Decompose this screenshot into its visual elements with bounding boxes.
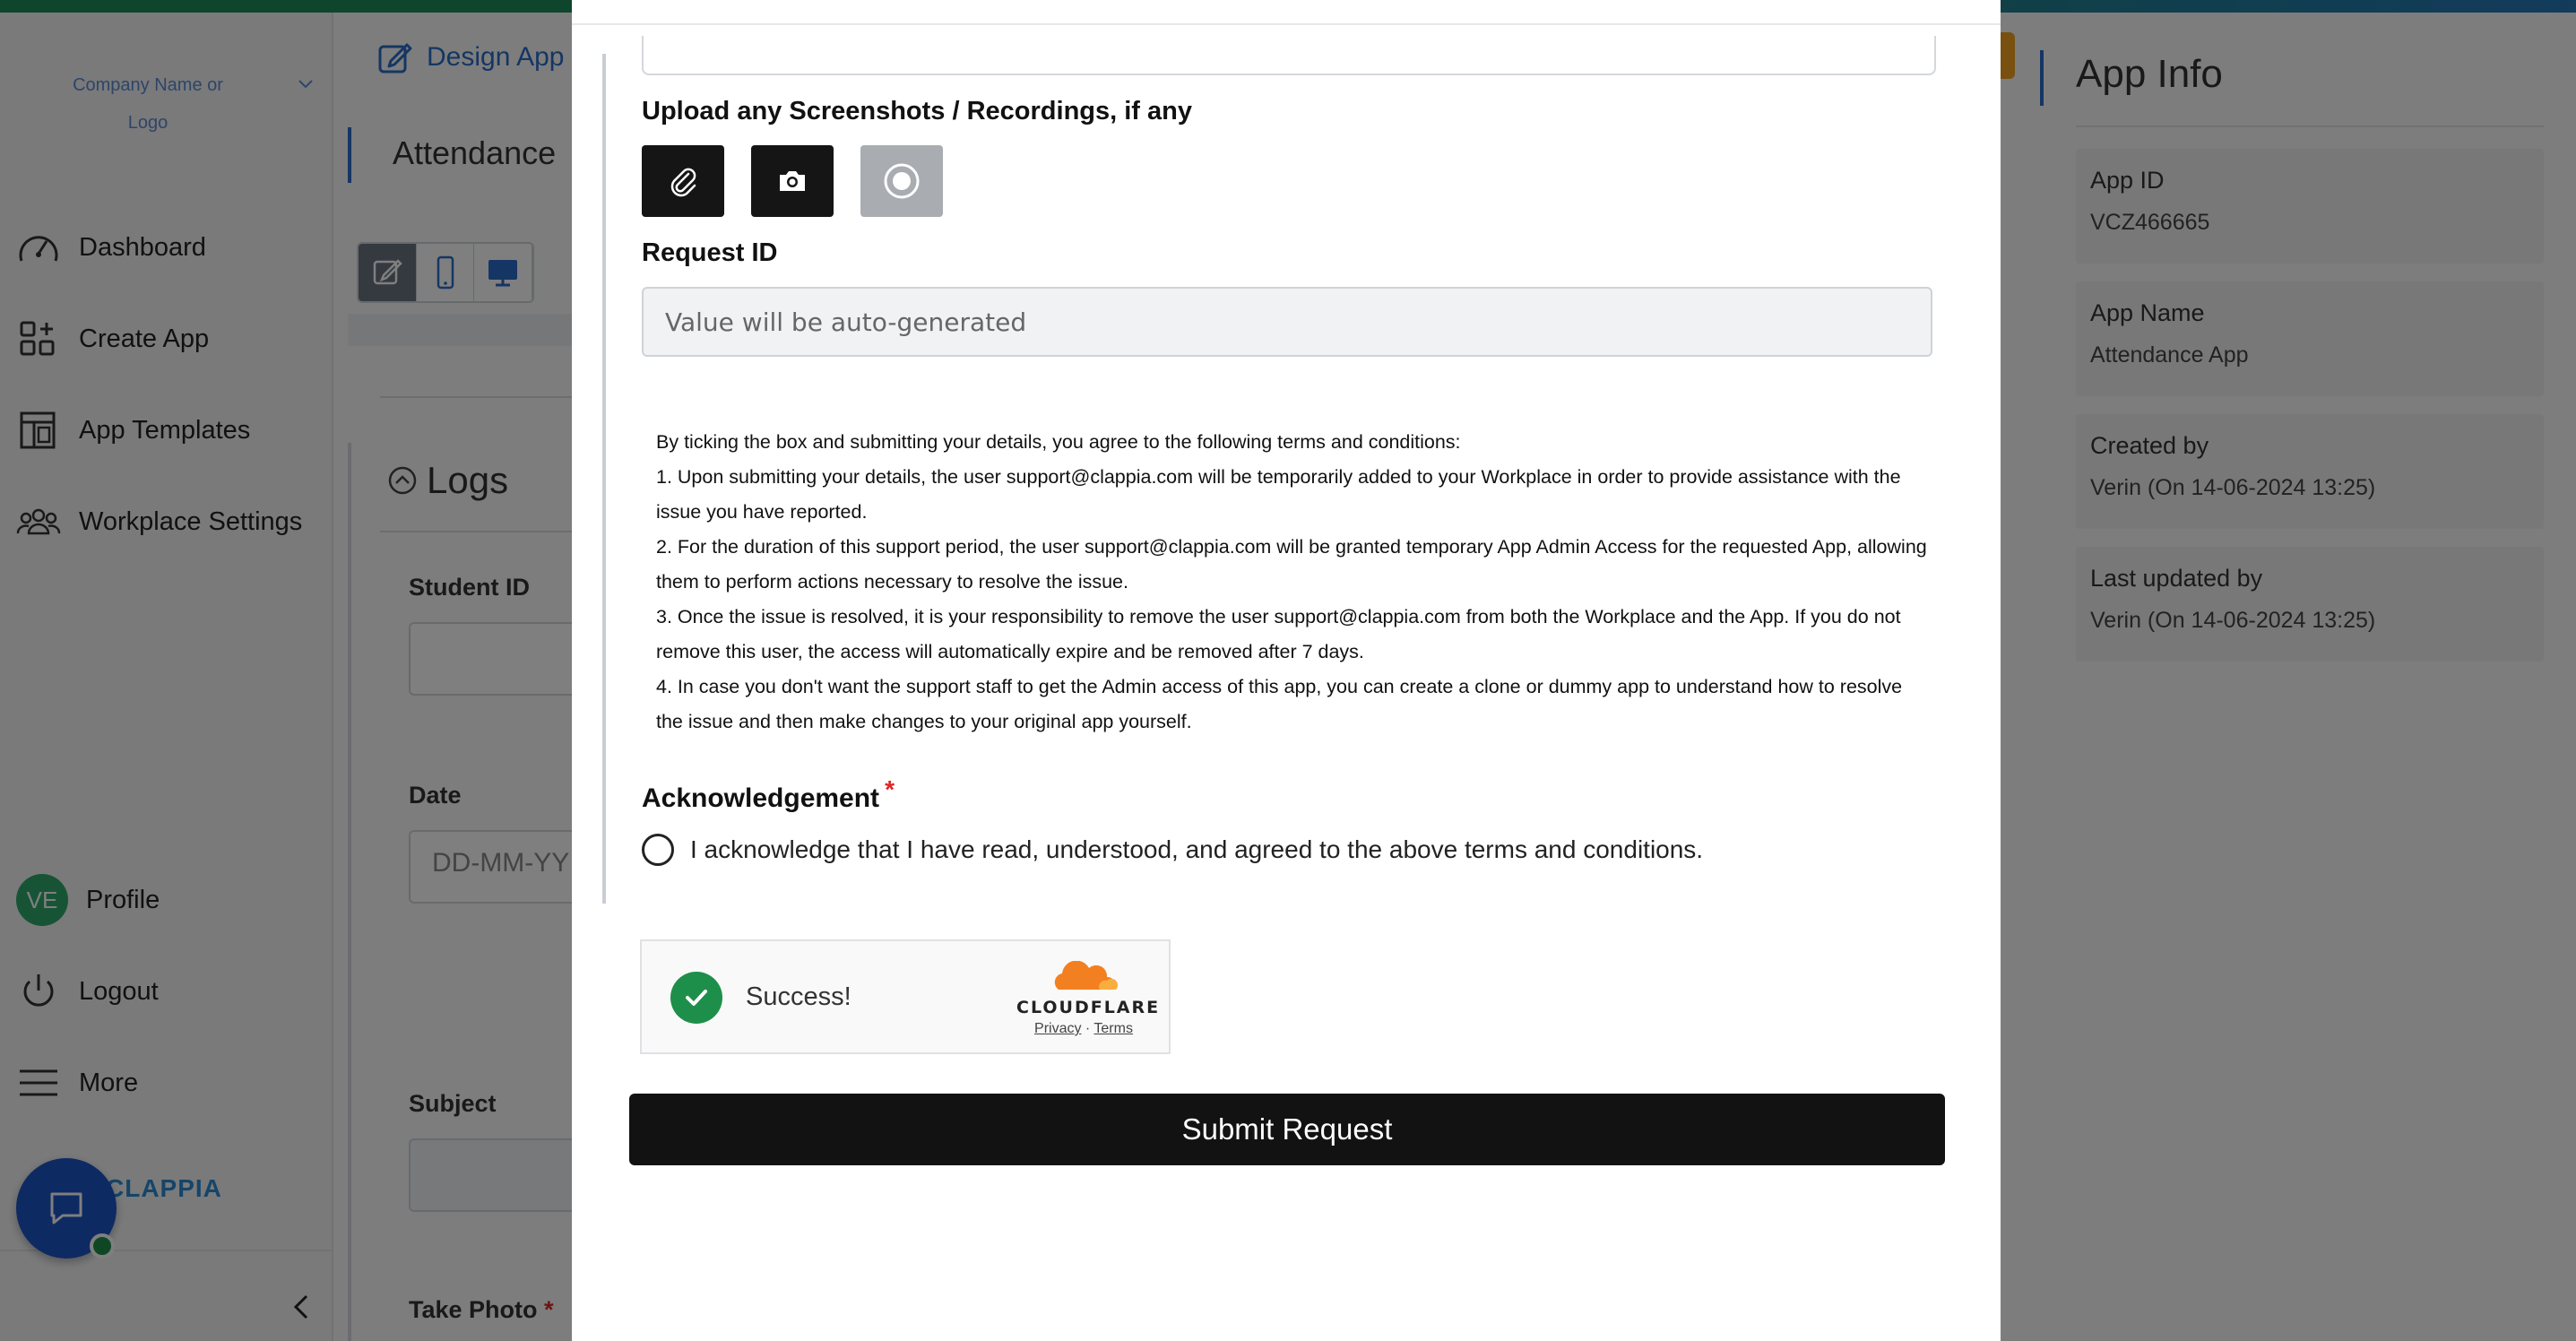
take-screenshot-button[interactable] — [751, 145, 834, 217]
start-recording-button[interactable] — [860, 145, 943, 217]
required-mark: * — [885, 775, 895, 803]
acknowledgement-text: I acknowledge that I have read, understood, and agreed to the above terms and conditions. — [690, 835, 1704, 863]
terms-item: 1. Upon submitting your details, the user support@clappia.com will be temporarily added to your Workplace in order to provide assistance with the issue you have reported. — [656, 466, 1901, 523]
captcha-status: Success! — [746, 982, 851, 1011]
acknowledgement-radio[interactable] — [642, 834, 674, 866]
cloud-icon — [1048, 961, 1119, 991]
record-icon — [880, 160, 923, 203]
terms-link[interactable]: Terms — [1094, 1021, 1133, 1036]
upload-label: Upload any Screenshots / Recordings, if any — [642, 97, 1192, 125]
request-id-label: Request ID — [642, 238, 778, 267]
attach-file-button[interactable] — [642, 145, 724, 217]
captcha-links — [1016, 1021, 1151, 1037]
terms-intro: By ticking the box and submitting your details, you agree to the following terms and conditions: — [656, 431, 1461, 453]
terms-item: 4. In case you don't want the support staff to get the Admin access of this app, you can create a clone or dummy app to understand how to resolve the issue and then make changes to your original app yourself. — [656, 676, 1903, 732]
terms-item: 2. For the duration of this support period, the user support@clappia.com will be granted temporary App Admin Access for the requested App, allowing them to perform actions necessary to resolve the issue. — [656, 536, 1927, 593]
link-separator: · — [1085, 1021, 1091, 1036]
form-section-rule — [602, 54, 606, 904]
support-request-modal — [572, 0, 2001, 1341]
acknowledgement-title: Acknowledgement — [642, 783, 880, 813]
privacy-link[interactable]: Privacy — [1034, 1021, 1082, 1036]
cloudflare-logo — [1016, 961, 1161, 1037]
request-id-placeholder: Value will be auto-generated — [665, 307, 1027, 337]
terms-item: 3. Once the issue is resolved, it is your responsibility to remove the user support@clappia.com from both the Workplace and the App. If you do not remove this user, the access will automatically expire and be removed after 7 days. — [656, 606, 1901, 662]
modal-top-divider — [572, 23, 2001, 25]
upload-buttons — [642, 145, 943, 217]
paperclip-icon — [665, 163, 701, 199]
camera-icon — [774, 163, 810, 199]
cloudflare-wordmark: CLOUDFLARE — [1016, 998, 1161, 1017]
check-icon — [670, 972, 722, 1024]
previous-field-input[interactable] — [642, 36, 1936, 75]
request-id-input[interactable] — [642, 287, 1932, 357]
acknowledgement-option[interactable] — [642, 834, 1703, 866]
submit-request-button[interactable]: Submit Request — [629, 1094, 1945, 1165]
terms-text — [656, 425, 1929, 740]
acknowledgement-label — [642, 775, 895, 814]
captcha-widget[interactable] — [640, 939, 1171, 1054]
